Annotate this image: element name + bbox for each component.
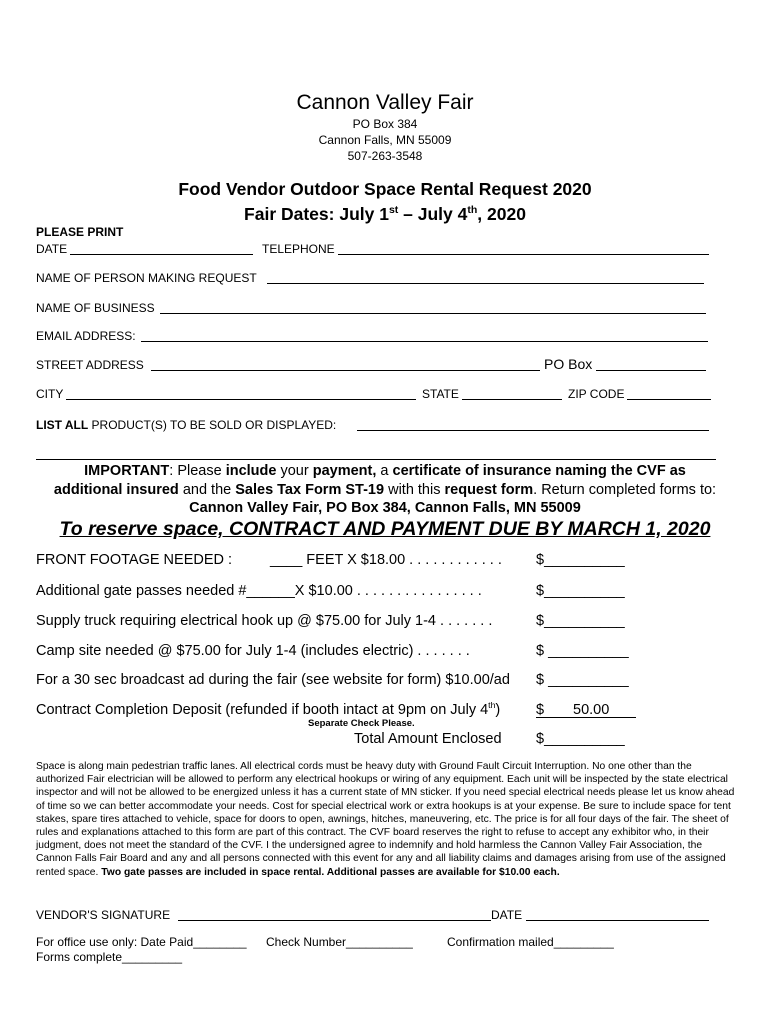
form-title: Food Vendor Outdoor Space Rental Request 2020 [178, 179, 592, 199]
terms-text: Space is along main pedestrian traffic lanes. All electrical cords must be heavy duty with Ground Fault Circuit Interruption. No one other than the authorized Fair electrician will be allowed to perform any electrical hookups or wiring of any equipment. Each unit will be inspected by the state electrical inspector and will not be allowed to be energized unless it has a current state of MN sticker. If you need special electrical needs please let us know ahead of time so we can better accommodate your needs. Cost for special electrical work or extra hookups is at your expense. Be sure to include space for tent stakes, spare tires attached to vehicle, space for doors to open, awnings, hitches, maneuvering, etc. The price is for all four days of the fair. The sheet of rules and explanations attached to this form are part of this contract. The CVF board reserves the right to refuse to accept any exhibitor who, in their judgment, does not meet the standard of the CVF. I the undersigned agree to indemnify and hold harmless the Cannon Valley Fair Association, the Cannon Falls Fair Board and any and all persons connected with this event for any and all liability claims and damages arising from use of the assigned rented space. [36, 761, 735, 878]
dates-sup-1: st [388, 204, 399, 217]
telephone-label: TELEPHONE [262, 242, 335, 256]
deposit-close: ) [495, 702, 501, 718]
products-label-bold: LIST ALL [36, 418, 89, 432]
important-l2-c: Sales Tax Form ST-19 [235, 482, 385, 498]
broadcast-ad-amount[interactable]: $ __________ [536, 672, 629, 688]
front-footage-amount[interactable]: $__________ [536, 552, 625, 568]
office-confirmation-mailed: Confirmation mailed_________ [447, 935, 614, 949]
camp-site-amount[interactable]: $ __________ [536, 643, 629, 659]
supply-truck-label: Supply truck requiring electrical hook up @ $75.00 for July 1-4 . . . . . . . [36, 613, 493, 629]
org-phone: 507-263-3548 [347, 149, 423, 163]
front-footage-label: FRONT FOOTAGE NEEDED : [36, 552, 233, 568]
requester-name-field[interactable] [267, 283, 704, 284]
important-l1-e: payment, [312, 463, 377, 479]
important-l1-g: certificate of insurance naming the CVF as [392, 463, 686, 479]
signature-field[interactable] [178, 920, 491, 921]
supply-truck-amount[interactable]: $__________ [536, 613, 625, 629]
signature-date-label: DATE [491, 908, 523, 922]
camp-site-label: Camp site needed @ $75.00 for July 1-4 (includes electric) . . . . . . . [36, 643, 470, 659]
deposit-label-text: Contract Completion Deposit (refunded if booth intact at 9pm on July 4 [36, 702, 489, 718]
business-name-field[interactable] [160, 313, 706, 314]
date-field[interactable] [70, 254, 253, 255]
telephone-field[interactable] [338, 254, 709, 255]
important-l1-b: : Please [169, 463, 226, 479]
deposit-sup: th [488, 700, 496, 711]
office-check-number: Check Number__________ [266, 935, 413, 949]
requester-name-label: NAME OF PERSON MAKING REQUEST [36, 271, 257, 285]
terms-paragraph [36, 760, 736, 879]
state-label: STATE [422, 387, 459, 401]
please-print: PLEASE PRINT [36, 225, 124, 239]
org-name: Cannon Valley Fair [296, 91, 474, 114]
deposit-label [36, 702, 500, 719]
dates-mid: – July 4 [398, 204, 468, 224]
total-amount[interactable]: $__________ [536, 731, 625, 747]
important-label: IMPORTANT [84, 463, 170, 479]
signature-date-field[interactable] [526, 920, 709, 921]
business-name-label: NAME OF BUSINESS [36, 301, 155, 315]
deposit-dollar: $ [536, 702, 545, 718]
broadcast-ad-label: For a 30 sec broadcast ad during the fair (see website for form) $10.00/ad [36, 672, 510, 688]
products-field-2[interactable] [36, 459, 716, 460]
dates-sup-2: th [467, 204, 478, 217]
products-field-1[interactable] [357, 430, 709, 431]
city-label: CITY [36, 387, 64, 401]
deposit-amount: 50.00 [573, 702, 610, 718]
important-l2-d: with this [384, 482, 445, 498]
office-forms-complete: Forms complete_________ [36, 950, 183, 964]
zip-label: ZIP CODE [568, 387, 625, 401]
return-address: Cannon Valley Fair, PO Box 384, Cannon Falls, MN 55009 [189, 500, 581, 516]
po-box-label: PO Box [544, 356, 593, 372]
front-footage-calc[interactable]: ____ FEET X $18.00 . . . . . . . . . . . . [270, 552, 502, 568]
important-line-1 [0, 463, 770, 480]
po-box-field[interactable] [596, 370, 706, 371]
deposit-underline [536, 717, 636, 718]
email-field[interactable] [141, 341, 708, 342]
important-l2-a: additional insured [53, 482, 179, 498]
important-l2-f: . Return completed forms to: [533, 482, 717, 498]
gate-passes-label[interactable]: Additional gate passes needed #______X $10.00 . . . . . . . . . . . . . . . . [36, 583, 482, 599]
important-l2-e: request form [444, 482, 534, 498]
po-box: PO Box 384 [352, 117, 418, 131]
email-label: EMAIL ADDRESS: [36, 329, 136, 343]
office-date-paid: For office use only: Date Paid________ [36, 935, 247, 949]
zip-field[interactable] [627, 399, 711, 400]
products-label-rest: PRODUCT(S) TO BE SOLD OR DISPLAYED: [88, 418, 337, 432]
street-address-label: STREET ADDRESS [36, 358, 144, 372]
fair-dates [0, 202, 770, 226]
important-l1-c: include [225, 463, 277, 479]
important-l2-b: and the [178, 482, 236, 498]
dates-prefix: Fair Dates: July 1 [244, 204, 389, 224]
reserve-heading: To reserve space, CONTRACT AND PAYMENT DUE BY MARCH 1, 2020 [59, 518, 711, 540]
important-l1-d: your [276, 463, 313, 479]
dates-suffix: , 2020 [477, 204, 526, 224]
terms-bold-text: Two gate passes are included in space rental. Additional passes are available for $10.00 each. [101, 866, 560, 878]
total-label: Total Amount Enclosed [354, 731, 502, 747]
signature-label: VENDOR'S SIGNATURE [36, 908, 171, 922]
products-label [36, 418, 336, 432]
important-line-2 [0, 482, 770, 499]
date-label: DATE [36, 242, 68, 256]
street-address-field[interactable] [151, 370, 540, 371]
state-field[interactable] [462, 399, 562, 400]
separate-check-note: Separate Check Please. [308, 718, 415, 729]
gate-passes-amount[interactable]: $__________ [536, 583, 625, 599]
important-l1-f: a [376, 463, 393, 479]
city-state-zip: Cannon Falls, MN 55009 [318, 133, 452, 147]
city-field[interactable] [66, 399, 416, 400]
